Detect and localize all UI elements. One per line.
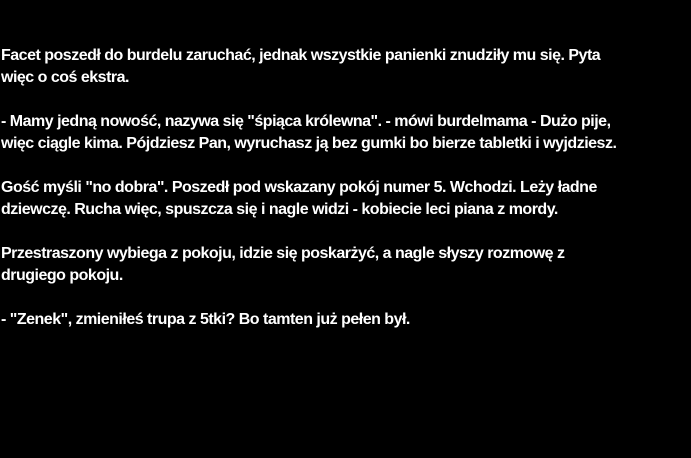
paragraph-intro-line-1: Facet poszedł do burdelu zaruchać, jednak wszystkie panienki znudziły mu się. Pyta <box>1 47 601 64</box>
paragraph-room-5-line-2: dziewczę. Rucha więc, spuszcza się i nagle widzi - kobiecie leci piana z mordy. <box>1 201 558 218</box>
paragraph-madam-offer-line-2: więc ciągle kima. Pójdziesz Pan, wyruchasz ją bez gumki bo bierze tabletki i wyjdziesz. <box>1 135 617 152</box>
paragraph-escape-line-1: Przestraszony wybiega z pokoju, idzie się poskarżyć, a nagle słyszy rozmowę z <box>1 245 565 262</box>
paragraph-madam-offer <box>1 111 687 155</box>
paragraph-punchline-line-1: - "Zenek", zmieniłeś trupa z 5tki? Bo tamten już pełen był. <box>1 311 410 328</box>
paragraph-intro-line-2: więc o coś ekstra. <box>1 69 129 86</box>
paragraph-room-5 <box>1 177 687 221</box>
paragraph-intro <box>1 45 687 89</box>
paragraph-escape-line-2: drugiego pokoju. <box>1 267 123 284</box>
paragraph-punchline <box>1 309 687 331</box>
paragraph-madam-offer-line-1: - Mamy jedną nowość, nazywa się "śpiąca królewna". - mówi burdelmama - Dużo pije, <box>1 113 611 130</box>
paragraph-room-5-line-1: Gość myśli "no dobra". Poszedł pod wskazany pokój numer 5. Wchodzi. Leży ładne <box>1 179 597 196</box>
paragraph-escape <box>1 243 687 287</box>
